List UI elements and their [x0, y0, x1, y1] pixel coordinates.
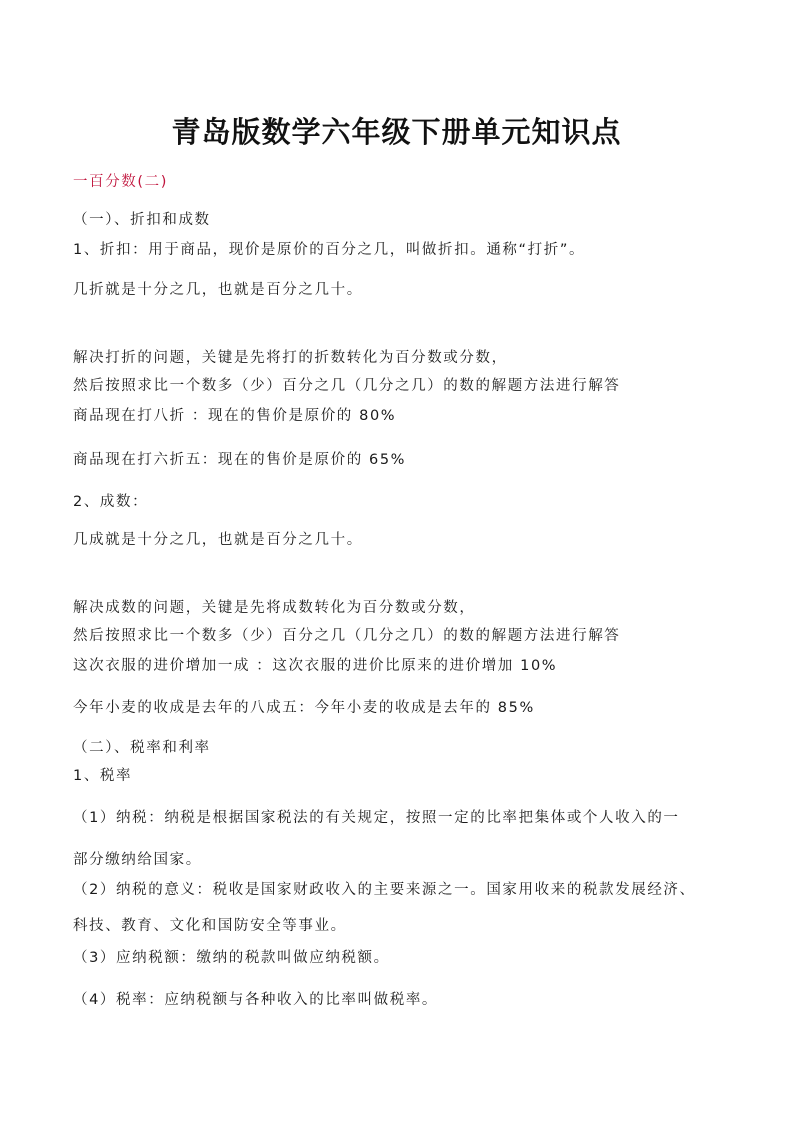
text-line: 商品现在打六折五：现在的售价是原价的 65% [73, 452, 407, 468]
text-line: （3）应纳税额：缴纳的税款叫做应纳税额。 [73, 950, 390, 966]
text-line: 然后按照求比一个数多（少）百分之几（几分之几）的数的解题方法进行解答 [73, 378, 621, 394]
text-line: （一）、折扣和成数 [73, 212, 211, 228]
text-line: 这次衣服的进价增加一成 ：这次衣服的进价比原来的进价增加 10% [73, 658, 558, 674]
text-line: 解决打折的问题，关键是先将打的折数转化为百分数或分数， [73, 350, 508, 366]
text-line: 部分缴纳给国家。 [73, 852, 202, 868]
text-line: 解决成数的问题，关键是先将成数转化为百分数或分数， [73, 600, 476, 616]
text-line: 1、折扣：用于商品，现价是原价的百分之几，叫做折扣。通称“打折”。 [73, 242, 586, 258]
text-line: 今年小麦的收成是去年的八成五：今年小麦的收成是去年的 85% [73, 700, 535, 716]
text-line: （1）纳税：纳税是根据国家税法的有关规定，按照一定的比率把集体或个人收入的一 [73, 810, 680, 826]
text-line: 几折就是十分之几，也就是百分之几十。 [73, 282, 363, 298]
section-heading: 一百分数(二) [73, 174, 169, 190]
text-line: 1、税率 [73, 768, 133, 784]
text-line: （二）、税率和利率 [73, 740, 211, 756]
page-title: 青岛版数学六年级下册单元知识点 [171, 115, 622, 149]
text-line: （4）税率：应纳税额与各种收入的比率叫做税率。 [73, 992, 439, 1008]
text-line: 然后按照求比一个数多（少）百分之几（几分之几）的数的解题方法进行解答 [73, 628, 621, 644]
text-line: 科技、教育、文化和国防安全等事业。 [73, 918, 347, 934]
text-line: 商品现在打八折 ：现在的售价是原价的 80% [73, 408, 397, 424]
text-line: 几成就是十分之几，也就是百分之几十。 [73, 532, 363, 548]
text-line: 2、成数： [73, 494, 149, 510]
text-line: （2）纳税的意义：税收是国家财政收入的主要来源之一。国家用收来的税款发展经济、 [73, 882, 696, 898]
